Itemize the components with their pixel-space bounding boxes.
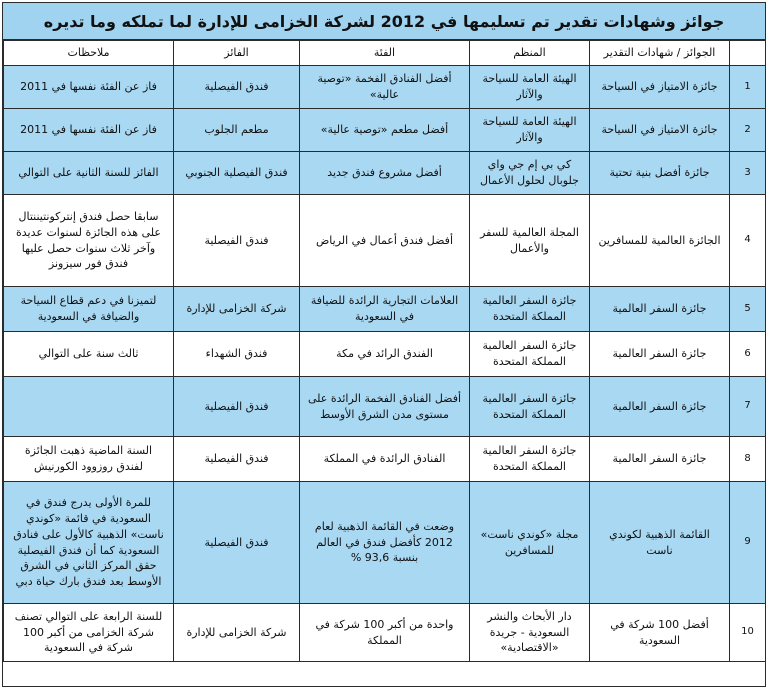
- row-number: 6: [730, 332, 766, 377]
- table-row: [4, 377, 766, 437]
- category-cell: أفضل الفنادق الفخمة الرائدة على مستوى مدن الشرق الأوسط: [300, 377, 470, 437]
- awards-table: [3, 40, 766, 662]
- organizer-cell: الهيئة العامة للسياحة والآثار: [470, 66, 590, 109]
- notes-cell: السنة الماضية ذهبت الجائزة لفندق روزوود الكورنيش: [4, 437, 174, 482]
- awards-document: [2, 2, 766, 687]
- category-cell: أفضل مشروع فندق جديد: [300, 152, 470, 195]
- winner-cell: فندق الفيصلية: [174, 66, 300, 109]
- header-number: [730, 41, 766, 66]
- row-number: 9: [730, 482, 766, 604]
- category-cell: أفضل فندق أعمال في الرياض: [300, 195, 470, 287]
- notes-cell: للسنة الرابعة على التوالي تصنف شركة الخزامى من أكبر 100 شركة في السعودية: [4, 604, 174, 662]
- table-row: [4, 66, 766, 109]
- award-cell: جائزة السفر العالمية: [590, 287, 730, 332]
- notes-cell: فاز عن الفئة نفسها في 2011: [4, 66, 174, 109]
- winner-cell: فندق الفيصلية: [174, 377, 300, 437]
- category-cell: أفضل الفنادق الفخمة «توصية عالية»: [300, 66, 470, 109]
- organizer-cell: الهيئة العامة للسياحة والآثار: [470, 109, 590, 152]
- notes-cell: فاز عن الفئة نفسها في 2011: [4, 109, 174, 152]
- notes-cell: للمرة الأولى يدرج فندق في السعودية في قائمة «كوندي ناست» الذهبية كالأول على فنادق السعودية كما أن فندق الفيصلية حقق المركز الثاني في الشرق الأوسط بعد فندق بارك حياة دبي: [4, 482, 174, 604]
- row-number: 2: [730, 109, 766, 152]
- category-cell: العلامات التجارية الرائدة للضيافة في السعودية: [300, 287, 470, 332]
- table-row: [4, 332, 766, 377]
- document-title: جوائز وشهادات تقدير تم تسليمها في 2012 لشركة الخزامى للإدارة لما تملكه وما تديره: [3, 3, 765, 40]
- organizer-cell: كي بي إم جي واي جلوبال لحلول الأعمال: [470, 152, 590, 195]
- award-cell: جائزة السفر العالمية: [590, 437, 730, 482]
- award-cell: جائزة السفر العالمية: [590, 332, 730, 377]
- award-cell: الجائزة العالمية للمسافرين: [590, 195, 730, 287]
- organizer-cell: مجلة «كوندي ناست» للمسافرين: [470, 482, 590, 604]
- award-cell: القائمة الذهبية لكوندي ناست: [590, 482, 730, 604]
- category-cell: وضعت في القائمة الذهبية لعام 2012 كأفضل فندق في العالم بنسبة 93,6 %: [300, 482, 470, 604]
- table-row: [4, 152, 766, 195]
- notes-cell: سابقا حصل فندق إنتركونتيننتال على هذه الجائزة لسنوات عديدة وآخر ثلاث سنوات حصل عليها فندق فور سيزونز: [4, 195, 174, 287]
- table-header-row: [4, 41, 766, 66]
- row-number: 1: [730, 66, 766, 109]
- table-row: [4, 109, 766, 152]
- winner-cell: فندق الفيصلية الجنوبي: [174, 152, 300, 195]
- organizer-cell: المجلة العالمية للسفر والأعمال: [470, 195, 590, 287]
- table-row: [4, 287, 766, 332]
- winner-cell: فندق الفيصلية: [174, 437, 300, 482]
- category-cell: واحدة من أكبر 100 شركة في المملكة: [300, 604, 470, 662]
- award-cell: جائزة الامتياز في السياحة: [590, 109, 730, 152]
- organizer-cell: دار الأبحاث والنشر السعودية - جريدة «الاقتصادية»: [470, 604, 590, 662]
- notes-cell: الفائز للسنة الثانية على التوالي: [4, 152, 174, 195]
- award-cell: جائزة أفضل بنية تحتية: [590, 152, 730, 195]
- table-row: [4, 437, 766, 482]
- header-organizer: المنظم: [470, 41, 590, 66]
- organizer-cell: جائزة السفر العالمية المملكة المتحدة: [470, 437, 590, 482]
- award-cell: جائزة السفر العالمية: [590, 377, 730, 437]
- row-number: 10: [730, 604, 766, 662]
- header-notes: ملاحظات: [4, 41, 174, 66]
- row-number: 3: [730, 152, 766, 195]
- winner-cell: شركة الخزامى للإدارة: [174, 604, 300, 662]
- header-winner: الفائز: [174, 41, 300, 66]
- header-award: الجوائز / شهادات التقدير: [590, 41, 730, 66]
- notes-cell: لتميزنا في دعم قطاع السياحة والضيافة في السعودية: [4, 287, 174, 332]
- organizer-cell: جائزة السفر العالمية المملكة المتحدة: [470, 332, 590, 377]
- organizer-cell: جائزة السفر العالمية المملكة المتحدة: [470, 377, 590, 437]
- row-number: 5: [730, 287, 766, 332]
- award-cell: أفضل 100 شركة في السعودية: [590, 604, 730, 662]
- notes-cell: [4, 377, 174, 437]
- row-number: 4: [730, 195, 766, 287]
- winner-cell: مطعم الجلوب: [174, 109, 300, 152]
- winner-cell: فندق الفيصلية: [174, 482, 300, 604]
- table-row: [4, 482, 766, 604]
- winner-cell: شركة الخزامى للإدارة: [174, 287, 300, 332]
- category-cell: الفنادق الرائدة في المملكة: [300, 437, 470, 482]
- winner-cell: فندق الفيصلية: [174, 195, 300, 287]
- table-row: [4, 604, 766, 662]
- award-cell: جائزة الامتياز في السياحة: [590, 66, 730, 109]
- category-cell: الفندق الرائد في مكة: [300, 332, 470, 377]
- organizer-cell: جائزة السفر العالمية المملكة المتحدة: [470, 287, 590, 332]
- row-number: 8: [730, 437, 766, 482]
- row-number: 7: [730, 377, 766, 437]
- winner-cell: فندق الشهداء: [174, 332, 300, 377]
- header-category: الفئة: [300, 41, 470, 66]
- table-row: [4, 195, 766, 287]
- notes-cell: ثالث سنة على التوالي: [4, 332, 174, 377]
- category-cell: أفضل مطعم «توصية عالية»: [300, 109, 470, 152]
